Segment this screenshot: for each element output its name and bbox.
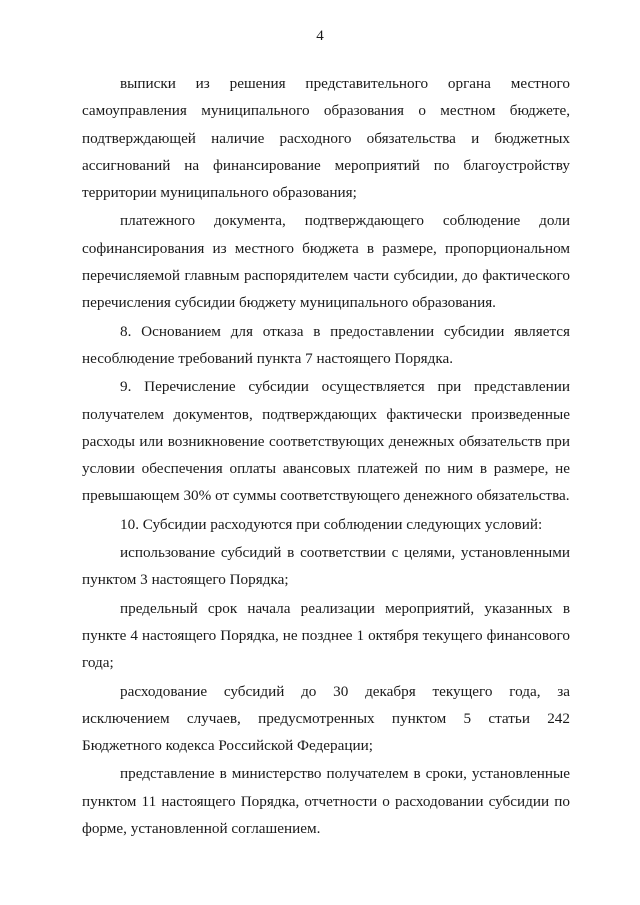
- paragraph-condition-reporting: представление в министерство получателем в сроки, установленные пунктом 11 настоящего Порядка, отчетности о расходовании субсидии по форме, установленной соглашением.: [82, 765, 570, 838]
- paragraph-local-budget-decision-extract: выписки из решения представительного органа местного самоуправления муниципального образования о местном бюджете, подтверждающей наличие расходного обязательства и бюджетных ассигнований на финансирование мероприятий по благоустройству территории муниципального образования;: [82, 75, 570, 202]
- paragraph-item-8-refusal-grounds: 8. Основанием для отказа в предоставлении субсидии является несоблюдение требований пункта 7 настоящего Порядка.: [82, 322, 570, 367]
- paragraph-item-10-conditions: 10. Субсидии расходуются при соблюдении следующих условий:: [120, 515, 543, 533]
- page-number: 4: [316, 28, 324, 44]
- paragraph-condition-use-of-subsidies: использование субсидий в соответствии с целями, установленными пунктом 3 настоящего Порядка;: [82, 544, 570, 589]
- paragraph-condition-start-deadline: предельный срок начала реализации мероприятий, указанных в пункте 4 настоящего Порядка, не позднее 1 октября текущего финансового года;: [82, 599, 570, 672]
- paragraph-payment-document: платежного документа, подтверждающего соблюдение доли софинансирования из местного бюджета в размере, пропорциональном перечисляемой главным распорядителем части субсидии, до фактического перечисления субсидии бюджету муниципального образования.: [82, 212, 570, 312]
- paragraph-condition-spending-deadline: расходование субсидий до 30 декабря текущего года, за исключением случаев, предусмотренных пунктом 5 статьи 242 Бюджетного кодекса Российской Федерации;: [82, 682, 570, 755]
- paragraph-item-9-subsidy-transfer: 9. Перечисление субсидии осуществляется при представлении получателем документов, подтверждающих фактически произведенные расходы или возникновение соответствующих денежных обязательств при условии обеспечения оплаты авансовых платежей по ним в размере, не превышающем 30% от суммы соответствующего денежного обязательства.: [82, 378, 570, 505]
- document-body: [82, 70, 570, 842]
